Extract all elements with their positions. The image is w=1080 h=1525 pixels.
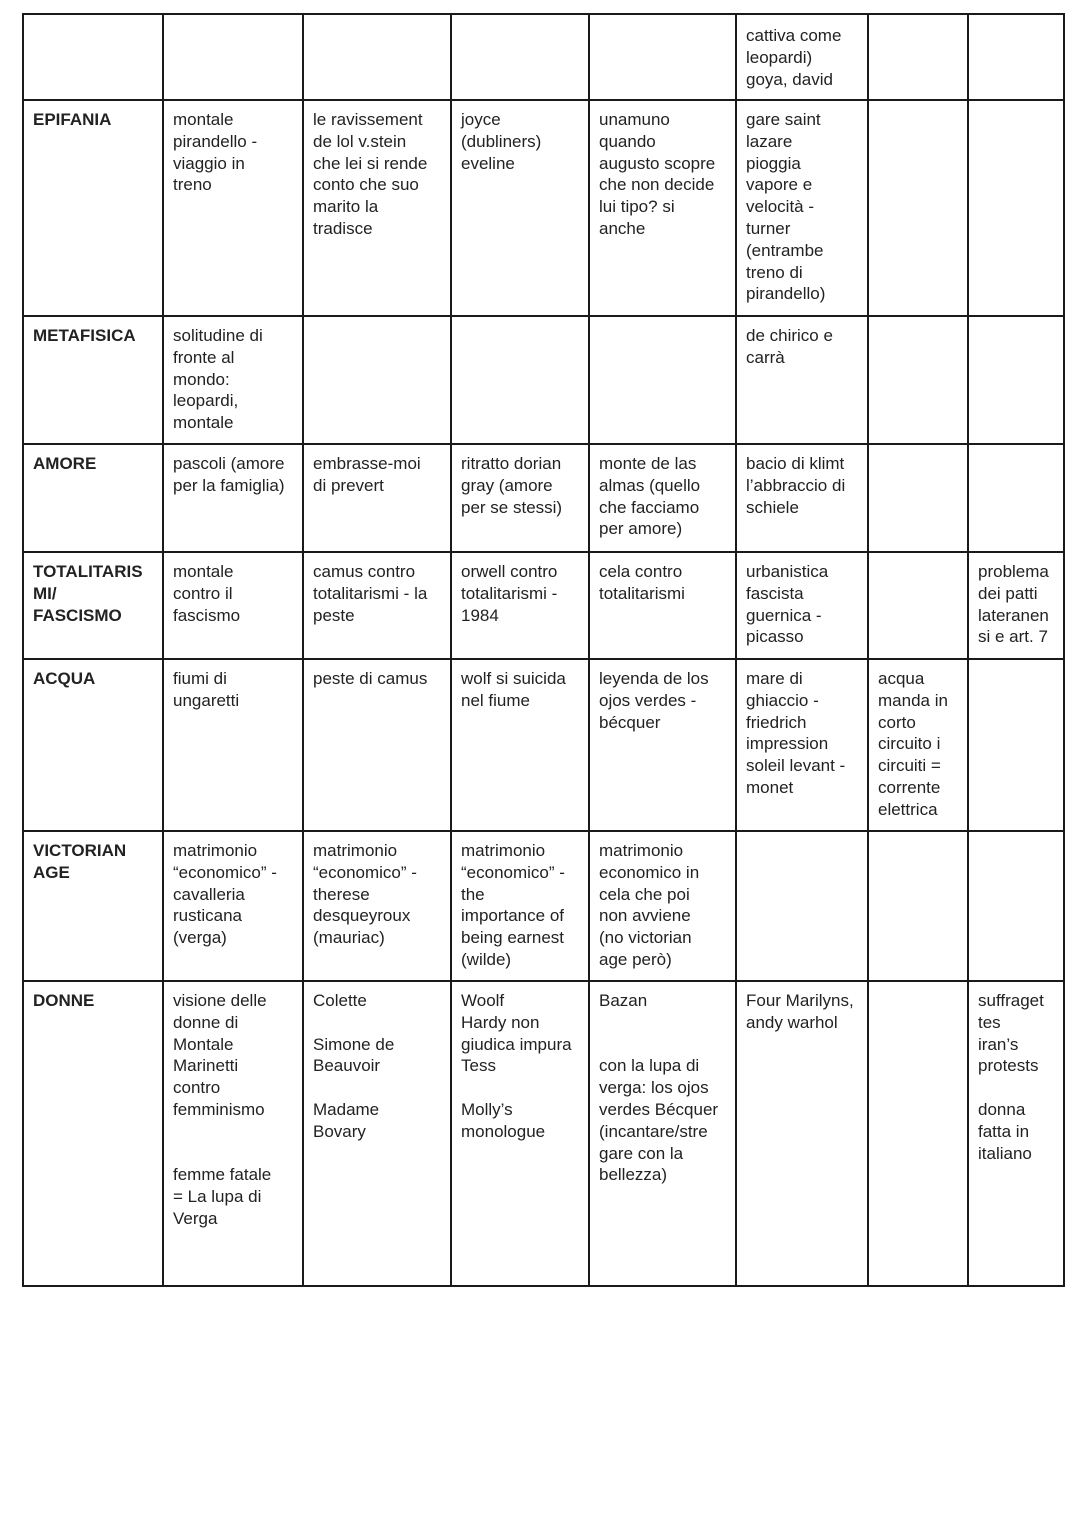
table-cell: montale contro il fascismo [163, 552, 303, 659]
table-cell: urbanistica fascista guernica - picasso [736, 552, 868, 659]
table-cell: matrimonio “economico” - therese desqueyroux (mauriac) [303, 831, 451, 981]
table-cell: peste di camus [303, 659, 451, 831]
table-cell [968, 659, 1064, 831]
table-cell: monte de las almas (quello che facciamo per amore) [589, 444, 736, 552]
table-row [23, 552, 1064, 659]
table-cell: Bazan con la lupa di verga: los ojos verdes Bécquer (incantare/stre gare con la bellezza) [589, 981, 736, 1286]
table-cell [868, 552, 968, 659]
table-cell [868, 100, 968, 316]
table-row [23, 444, 1064, 552]
row-topic-label: ACQUA [23, 659, 163, 831]
table-cell: leyenda de los ojos verdes - bécquer [589, 659, 736, 831]
row-topic-label: TOTALITARIS MI/ FASCISMO [23, 552, 163, 659]
table-row [23, 14, 1064, 100]
table-cell: Colette Simone de Beauvoir Madame Bovary [303, 981, 451, 1286]
table-cell [451, 14, 589, 100]
table-cell [868, 14, 968, 100]
row-topic-label: EPIFANIA [23, 100, 163, 316]
table-row [23, 981, 1064, 1286]
table-cell [589, 316, 736, 444]
table-cell [868, 444, 968, 552]
table-cell [868, 981, 968, 1286]
table-cell: matrimonio “economico” - cavalleria rusticana (verga) [163, 831, 303, 981]
table-cell [868, 316, 968, 444]
table-cell: Woolf Hardy non giudica impura Tess Molly’s monologue [451, 981, 589, 1286]
table-cell [968, 831, 1064, 981]
table-cell: matrimonio “economico” - the importance of being earnest (wilde) [451, 831, 589, 981]
table-cell: fiumi di ungaretti [163, 659, 303, 831]
table-cell: le ravissement de lol v.stein che lei si rende conto che suo marito la tradisce [303, 100, 451, 316]
table-row [23, 831, 1064, 981]
table-cell: acqua manda in corto circuito i circuiti = corrente elettrica [868, 659, 968, 831]
row-topic-label: AMORE [23, 444, 163, 552]
table-cell: pascoli (amore per la famiglia) [163, 444, 303, 552]
table-cell: cattiva come leopardi) goya, david [736, 14, 868, 100]
table-cell: wolf si suicida nel fiume [451, 659, 589, 831]
table-cell: unamuno quando augusto scopre che non decide lui tipo? si anche [589, 100, 736, 316]
table-cell [868, 831, 968, 981]
table-cell: visione delle donne di Montale Marinetti contro femminismo femme fatale = La lupa di Verga [163, 981, 303, 1286]
table-cell [736, 831, 868, 981]
table-cell: Four Marilyns, andy warhol [736, 981, 868, 1286]
topics-table [22, 13, 1065, 1287]
table-cell: orwell contro totalitarismi - 1984 [451, 552, 589, 659]
table-cell: embrasse-moi di prevert [303, 444, 451, 552]
table-cell: mare di ghiaccio - friedrich impression soleil levant - monet [736, 659, 868, 831]
table-cell [589, 14, 736, 100]
table-cell: cela contro totalitarismi [589, 552, 736, 659]
row-topic-label: METAFISICA [23, 316, 163, 444]
table-cell: problema dei patti lateranen si e art. 7 [968, 552, 1064, 659]
row-topic-label: DONNE [23, 981, 163, 1286]
table-cell: bacio di klimt l’abbraccio di schiele [736, 444, 868, 552]
table-cell [968, 100, 1064, 316]
table-cell: ritratto dorian gray (amore per se stessi) [451, 444, 589, 552]
table-cell: montale pirandello - viaggio in treno [163, 100, 303, 316]
table-cell: gare saint lazare pioggia vapore e velocità - turner (entrambe treno di pirandello) [736, 100, 868, 316]
table-cell: suffraget tes iran’s protests donna fatta in italiano [968, 981, 1064, 1286]
table-cell: matrimonio economico in cela che poi non avviene (no victorian age però) [589, 831, 736, 981]
table-cell [163, 14, 303, 100]
table-cell: joyce (dubliners) eveline [451, 100, 589, 316]
table-cell: solitudine di fronte al mondo: leopardi, montale [163, 316, 303, 444]
table-cell [968, 316, 1064, 444]
table-row [23, 100, 1064, 316]
table-cell: de chirico e carrà [736, 316, 868, 444]
table-cell [968, 14, 1064, 100]
table-row [23, 659, 1064, 831]
table-row [23, 316, 1064, 444]
row-topic-label: VICTORIAN AGE [23, 831, 163, 981]
table-cell: camus contro totalitarismi - la peste [303, 552, 451, 659]
row-topic-label [23, 14, 163, 100]
table-cell [303, 14, 451, 100]
table-cell [303, 316, 451, 444]
table-cell [451, 316, 589, 444]
table-cell [968, 444, 1064, 552]
